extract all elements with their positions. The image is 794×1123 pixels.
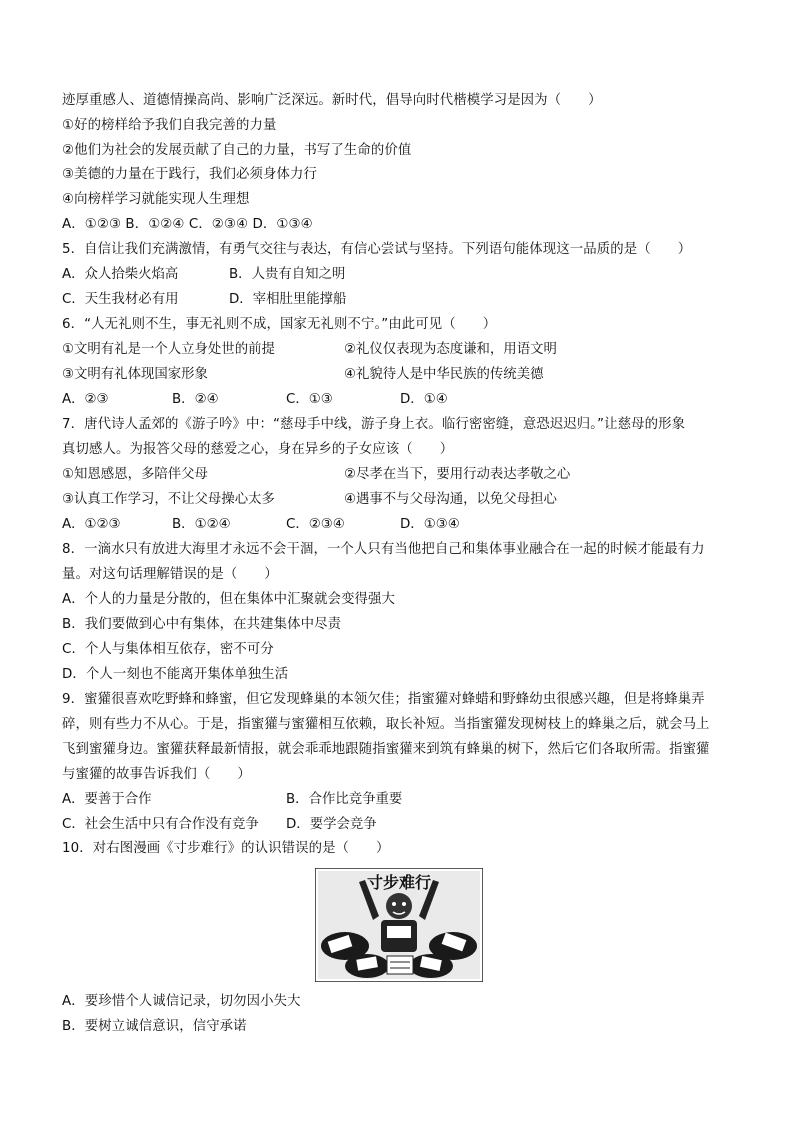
q6-item-4: ④礼貌待人是中华民族的传统美德 — [344, 367, 544, 382]
q6-item-3: ③文明有礼体现国家形象 — [62, 367, 208, 382]
q9-stem-line-1: 9．蜜獾很喜欢吃野蜂和蜂蜜，但它发现蜂巢的本领欠佳；指蜜獾对蜂蜡和野蜂幼虫很感兴趣，但是将蜂巢弄 — [62, 692, 705, 707]
q6-option-b: B．②④ — [172, 392, 219, 407]
q8-stem-line-2: 量。对这句话理解错误的是（ ） — [62, 567, 278, 582]
q8-option-a: A．个人的力量是分散的，但在集体中汇聚就会变得强大 — [62, 592, 396, 607]
q8-stem-line-1: 8．一滴水只有放进大海里才永远不会干涸，一个人只有当他把自己和集体事业融合在一起的时候才能最有力 — [62, 542, 705, 557]
q10-stem: 10．对右图漫画《寸步难行》的认识错误的是（ ） — [62, 841, 390, 856]
q5-option-b: B．人贵有自知之明 — [229, 267, 346, 282]
q10-option-b: B．要树立诚信意识，信守承诺 — [62, 1019, 247, 1034]
cartoon-image — [315, 868, 483, 982]
q6-item-2: ②礼仪仅表现为态度谦和，用语文明 — [344, 342, 557, 357]
q8-option-b: B．我们要做到心中有集体，在共建集体中尽责 — [62, 617, 342, 632]
q7-stem-line-1: 7．唐代诗人孟郊的《游子吟》中：“慈母手中线，游子身上衣。临行密密缝，意恐迟迟归。”让慈母的形象 — [62, 417, 686, 432]
q6-stem: 6．“人无礼则不生，事无礼则不成，国家无礼则不宁。”由此可见（ ） — [62, 317, 497, 332]
q7-item-3: ③认真工作学习，不让父母操心太多 — [62, 492, 275, 507]
q9-option-c: C．社会生活中只有合作没有竞争 — [62, 817, 259, 832]
q9-stem-line-3: 飞到蜜獾身边。蜜獾获释最新情报，就会乖乖地跟随指蜜獾来到筑有蜂巢的树下，然后它们各取所需。指蜜獾 — [62, 742, 710, 757]
q5-option-c: C．天生我材必有用 — [62, 292, 179, 307]
q7-option-b: B．①②④ — [172, 517, 231, 532]
q9-stem-line-2: 碎，则有些力不从心。于是，指蜜獾与蜜獾相互依赖，取长补短。当指蜜獾发现树枝上的蜂巢之后，就会马上 — [62, 717, 710, 732]
q4-options: A．①②③ B．①②④ C．②③④ D．①③④ — [62, 217, 313, 232]
q4-item-3: ③美德的力量在于践行，我们必须身体力行 — [62, 167, 317, 182]
q7-item-4: ④遇事不与父母沟通，以免父母担心 — [344, 492, 557, 507]
q7-item-1: ①知恩感恩，多陪伴父母 — [62, 467, 208, 482]
q8-option-d: D．个人一刻也不能离开集体单独生活 — [62, 667, 289, 682]
q5-option-d: D．宰相肚里能撑船 — [229, 292, 347, 307]
q6-option-a: A．②③ — [62, 392, 109, 407]
q9-option-b: B．合作比竞争重要 — [286, 792, 403, 807]
q6-option-d: D．①④ — [400, 392, 448, 407]
q4-item-2: ②他们为社会的发展贡献了自己的力量，书写了生命的价值 — [62, 143, 412, 158]
q4-item-1: ①好的榜样给予我们自我完善的力量 — [62, 118, 277, 133]
q9-option-d: D．要学会竞争 — [286, 817, 377, 832]
q10-option-a: A．要珍惜个人诚信记录，切勿因小失大 — [62, 994, 301, 1009]
q7-option-d: D．①③④ — [400, 517, 460, 532]
q5-option-a: A．众人拾柴火焰高 — [62, 267, 179, 282]
q8-option-c: C．个人与集体相互依存，密不可分 — [62, 642, 274, 657]
q7-item-2: ②尽孝在当下，要用行动表达孝敬之心 — [344, 467, 571, 482]
q6-option-c: C．①③ — [286, 392, 333, 407]
q4-stem-continued: 迹厚重感人、道德情操高尚、影响广泛深远。新时代，倡导向时代楷模学习是因为（ ） — [62, 93, 602, 108]
q5-stem: 5．自信让我们充满激情，有勇气交往与表达，有信心尝试与坚持。下列语句能体现这一品质的是（ ） — [62, 242, 692, 257]
cartoon-title: 寸步难行 — [366, 873, 432, 892]
q7-option-c: C．②③④ — [286, 517, 345, 532]
q7-stem-line-2: 真切感人。为报答父母的慈爱之心，身在异乡的子女应该（ ） — [62, 442, 454, 457]
q9-option-a: A．要善于合作 — [62, 792, 152, 807]
q4-item-4: ④向榜样学习就能实现人生理想 — [62, 192, 250, 207]
q9-stem-line-4: 与蜜獾的故事告诉我们（ ） — [62, 767, 251, 782]
q7-option-a: A．①②③ — [62, 517, 121, 532]
q6-item-1: ①文明有礼是一个人立身处世的前提 — [62, 342, 275, 357]
